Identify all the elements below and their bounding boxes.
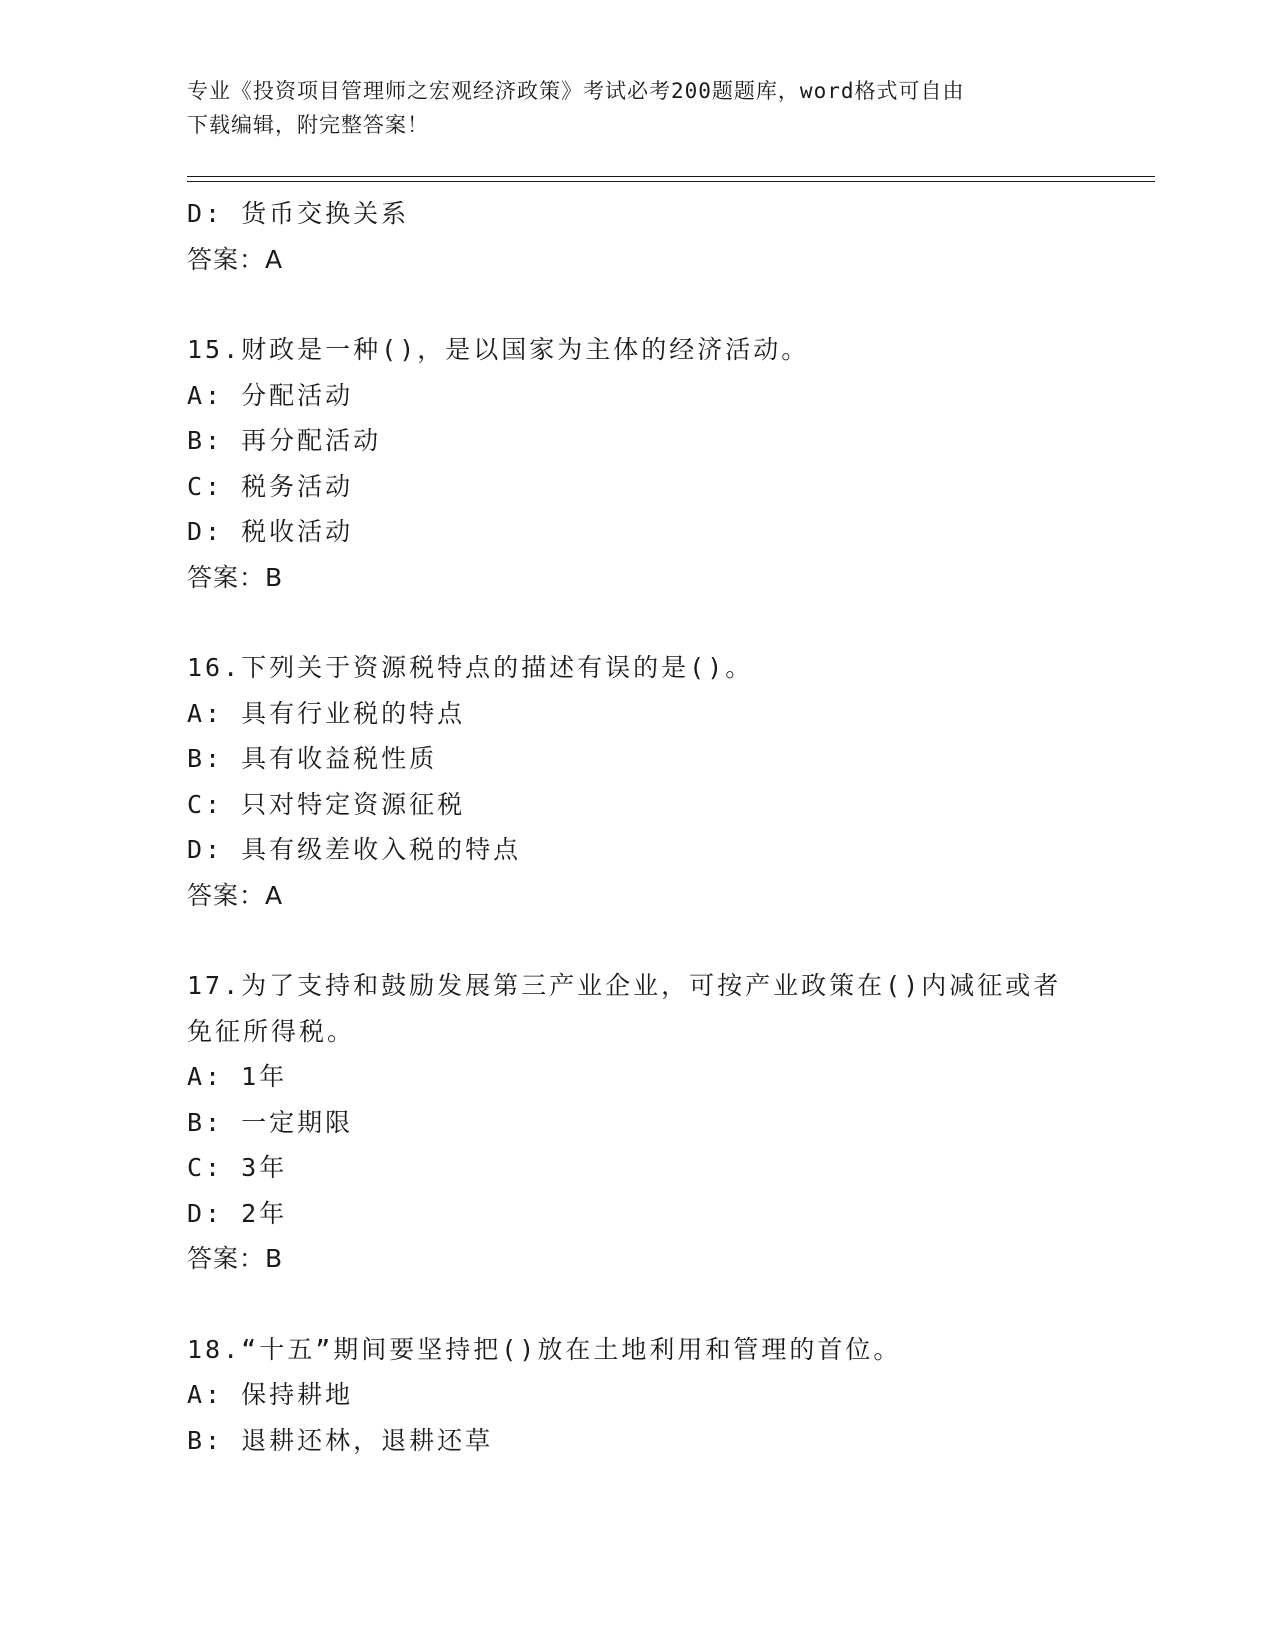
option-c: C: 税务活动: [187, 471, 354, 501]
option-a: A: 分配活动: [187, 380, 354, 410]
option-d: D: 具有级差收入税的特点: [187, 835, 522, 864]
option-b: B: 再分配活动: [187, 426, 382, 455]
question-stem: 18.“十五”期间要坚持把()放在土地利用和管理的首位。: [187, 1334, 902, 1364]
question-16: [187, 645, 1087, 918]
option-b: B: 一定期限: [187, 1107, 354, 1137]
document-header: [187, 74, 1067, 142]
question-18: [187, 1327, 1087, 1464]
header-line-1: 专业《投资项目管理师之宏观经济政策》考试必考200题题库，word格式可自由: [187, 79, 965, 103]
option-c: C: 3年: [187, 1153, 288, 1182]
header-divider-top: [187, 176, 1155, 177]
question-stem: 16.下列关于资源税特点的描述有误的是()。: [187, 653, 754, 682]
option-d: D: 2年: [187, 1198, 288, 1228]
option-a: A: 保持耕地: [187, 1380, 354, 1409]
option-d: D: 税收活动: [187, 517, 354, 546]
question-15: [187, 327, 1087, 600]
option-a: A: 1年: [187, 1062, 288, 1091]
option-d: D: 货币交换关系: [187, 199, 410, 228]
option-b: B: 退耕还林，退耕还草: [187, 1425, 494, 1455]
question-stem-line-2: 免征所得税。: [187, 1016, 356, 1046]
question-list: [187, 191, 1087, 1463]
question-stem-line-1: 17.为了支持和鼓励发展第三产业企业，可按产业政策在()内减征或者: [187, 971, 1062, 1000]
answer-label: 答案：A: [187, 880, 284, 910]
option-b: B: 具有收益税性质: [187, 744, 438, 773]
question-stem: 15.财政是一种()，是以国家为主体的经济活动。: [187, 335, 810, 364]
question-17: [187, 963, 1087, 1282]
question-14-tail: [187, 191, 1087, 282]
option-a: A: 具有行业税的特点: [187, 698, 466, 728]
answer-label: 答案：B: [187, 1244, 284, 1273]
answer-label: 答案：B: [187, 562, 284, 592]
header-line-2: 下载编辑，附完整答案！: [187, 113, 429, 137]
option-c: C: 只对特定资源征税: [187, 789, 466, 819]
answer-label: 答案：A: [187, 244, 284, 274]
header-divider-bottom: [187, 181, 1155, 182]
